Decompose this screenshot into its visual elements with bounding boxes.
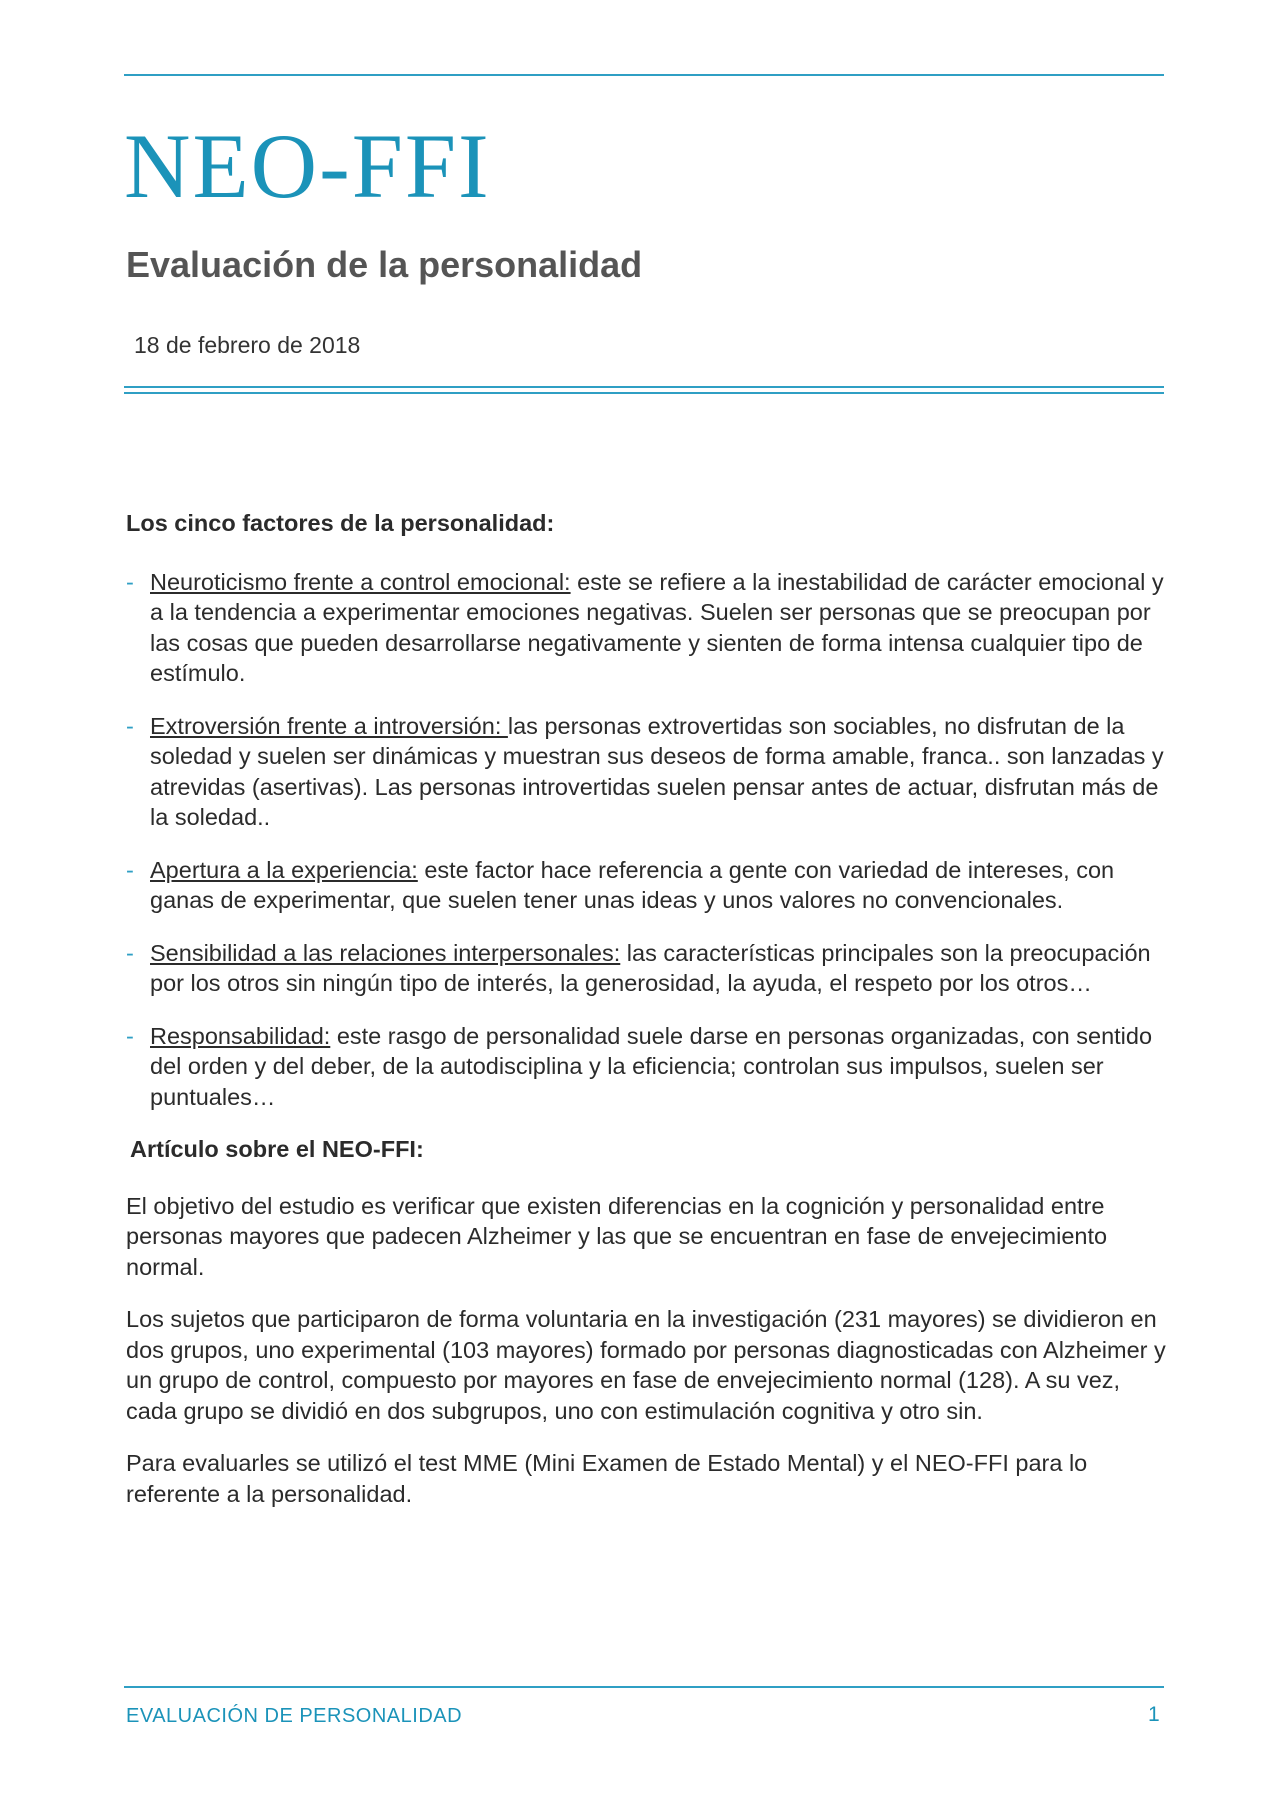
list-item (126, 1021, 1166, 1113)
factor-text: las características principales son la preocupación por los otros sin ningún tipo de interés, la generosidad, la ayuda, el respeto por los otros… (150, 939, 1151, 996)
section-heading: Los cinco factores de la personalidad: (126, 510, 555, 536)
article-heading: Artículo sobre el NEO-FFI: (130, 1136, 424, 1162)
list-dash: - (126, 568, 134, 595)
list-item (126, 938, 1166, 999)
document-date: 18 de febrero de 2018 (134, 332, 361, 358)
factor-name: Neuroticismo frente a control emocional: (150, 568, 571, 595)
top-rule (124, 74, 1164, 76)
list-item (126, 711, 1166, 833)
document-title: NEO-FFI (124, 115, 491, 217)
list-dash: - (126, 712, 134, 739)
article-paragraph: El objetivo del estudio es verificar que existen diferencias en la cognición y personalidad entre personas mayores que padecen Alzheimer y las que se encuentran en fase de envejecimiento normal. (126, 1192, 1108, 1280)
factor-list (126, 567, 1166, 1113)
header-rule-upper (124, 386, 1164, 388)
document-subtitle: Evaluación de la personalidad (126, 244, 643, 285)
list-dash: - (126, 1022, 134, 1049)
factor-text: este rasgo de personalidad suele darse en personas organizadas, con sentido del orden y del deber, de la autodisciplina y la eficiencia; controlan sus impulsos, suelen ser puntuales… (150, 1022, 1153, 1110)
footer-rule (124, 1686, 1164, 1688)
list-dash: - (126, 939, 134, 966)
page-number: 1 (1148, 1703, 1160, 1726)
article-paragraph: Los sujetos que participaron de forma voluntaria en la investigación (231 mayores) se dividieron en dos grupos, uno experimental (103 mayores) formado por personas diagnosticadas con Alzheimer y un grupo de control, compuesto por mayores en fase de envejecimiento normal (128). A su vez, cada grupo se dividió en dos subgrupos, uno con estimulación cognitiva y otro sin. (126, 1306, 1166, 1424)
factor-name: Responsabilidad: (150, 1022, 331, 1049)
factor-text: este se refiere a la inestabilidad de carácter emocional y a la tendencia a experimentar emociones negativas. Suelen ser personas que se preocupan por las cosas que pueden desarrollarse negativamente y sienten de forma intensa cualquier tipo de estímulo. (150, 568, 1164, 686)
footer-label: EVALUACIÓN DE PERSONALIDAD (126, 1705, 463, 1727)
factor-name: Extroversión frente a introversión: (150, 712, 508, 739)
article-paragraph: Para evaluarles se utilizó el test MME (Mini Examen de Estado Mental) y el NEO-FFI para lo referente a la personalidad. (126, 1450, 1088, 1507)
factor-name: Sensibilidad a las relaciones interpersonales: (150, 939, 621, 966)
list-item (126, 855, 1166, 916)
list-item (126, 567, 1166, 689)
header-rule-lower (124, 392, 1164, 394)
factor-text: este factor hace referencia a gente con variedad de intereses, con ganas de experimentar, que suelen tener unas ideas y unos valores no convencionales. (150, 856, 1115, 913)
factor-name: Apertura a la experiencia: (150, 856, 418, 883)
list-dash: - (126, 856, 134, 883)
factor-text: las personas extrovertidas son sociables, no disfrutan de la soledad y suelen ser dinámicas y muestran sus deseos de forma amable, franca.. son lanzadas y atrevidas (asertivas). Las personas introvertidas suelen pensar antes de actuar, disfrutan más de la soledad.. (150, 712, 1164, 830)
document-body (126, 508, 1166, 1531)
